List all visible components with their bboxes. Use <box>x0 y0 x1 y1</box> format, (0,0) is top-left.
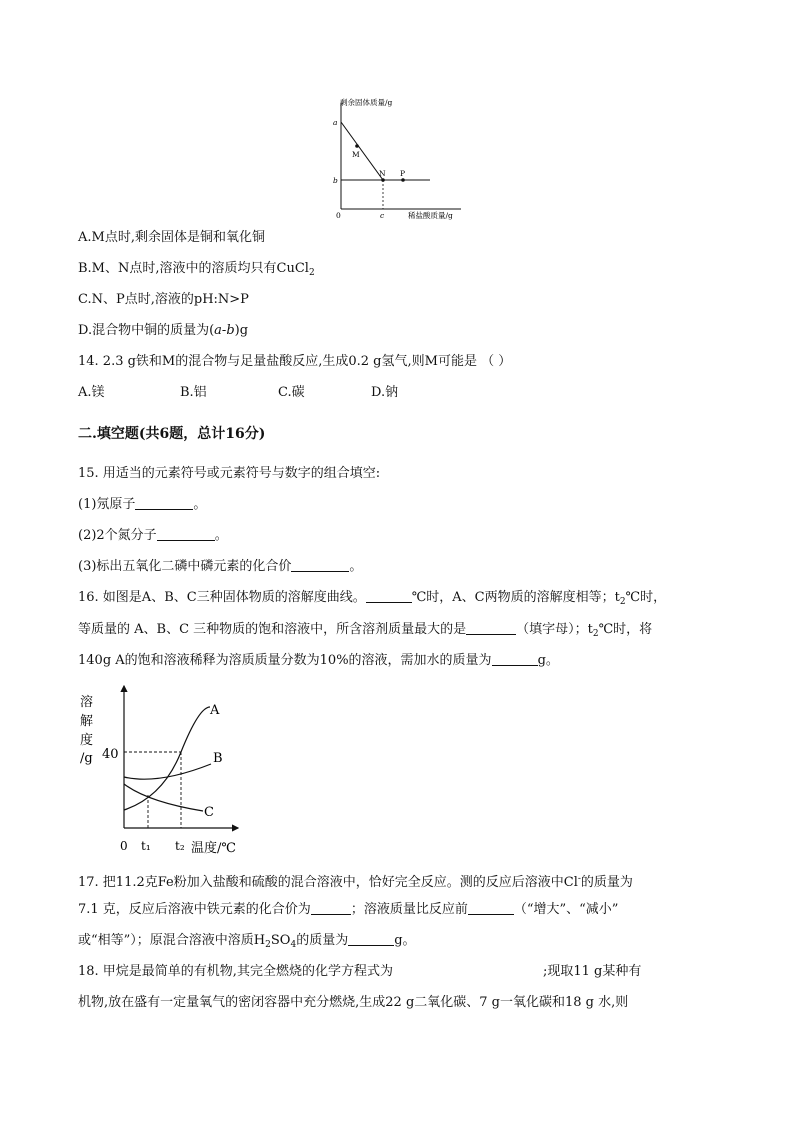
graph1-ylabel: 剩余固体质量/g <box>340 98 393 107</box>
graph2-label-b: B <box>213 751 223 766</box>
q15-part-3: (3)标出五氧化二磷中磷元素的化合价 。 <box>78 559 363 574</box>
q13-option-a: A.M点时,剩余固体是铜和氧化铜 <box>78 230 265 245</box>
graph1-c-label: c <box>380 211 385 220</box>
graph2-tick-t2: t₂ <box>175 839 185 853</box>
graph2-ylabel-3: 度 <box>80 733 94 748</box>
q17-line-2: 7.1 克，反应后溶液中铁元素的化合价为 ；溶液质量比反应前 （“增大”、“减小” <box>78 902 619 917</box>
graph2-tick-t1: t₁ <box>141 839 151 853</box>
q14-option-c: C.碳 <box>278 385 305 400</box>
q16-line-2: 等质量的 A、B、C 三种物质的饱和溶液中，所含溶剂质量最大的是 （填字母）；$t_2℃$时，将 <box>78 622 653 639</box>
graph1-b-label: b <box>333 176 338 185</box>
q18-line-1: 18. 甲烷是最简单的有机物,其完全燃烧的化学方程式为 ;现取11 g某种有 <box>78 964 642 979</box>
graph2-xlabel: 温度/℃ <box>191 841 236 856</box>
q15-part-2: (2)2个氮分子 。 <box>78 528 228 543</box>
q13-option-c: C.N、P点时,溶液的pH:N>P <box>78 292 249 307</box>
q14-option-a: A.镁 <box>78 385 105 400</box>
q14-option-b: B.铝 <box>180 385 207 400</box>
graph1-point-m <box>355 144 359 148</box>
q14-stem: 14. 2.3 g铁和M的混合物与足量盐酸反应,生成0.2 g氢气,则M可能是 （ ） <box>78 354 512 369</box>
graph2-curve-a <box>124 707 210 810</box>
graph1-descending-line <box>341 122 383 180</box>
q16-blank-1[interactable] <box>366 589 412 603</box>
q15-blank-2[interactable] <box>157 527 215 541</box>
q15-blank-1[interactable] <box>135 496 193 510</box>
graph2-label-c: C <box>204 805 214 820</box>
q15-part-1: (1)氖原子 。 <box>78 497 207 512</box>
q14-option-d: D.钠 <box>371 385 399 400</box>
q17-blank-1[interactable] <box>311 901 351 915</box>
graph2-tick-40: 40 <box>102 747 119 762</box>
graph2-curve-b <box>124 764 211 779</box>
graph2-curve-c <box>124 784 203 811</box>
q15-blank-3[interactable] <box>291 558 349 572</box>
q16-line-1: 16. 如图是A、B、C三种固体物质的溶解度曲线。 ℃时，A、C两物质的溶解度相等；$t_2℃$时， <box>78 590 667 607</box>
graph2-origin: 0 <box>120 839 128 853</box>
q16-line-3: 140g A的饱和溶液稀释为溶质质量分数为10%的溶液，需加水的质量为 g。 <box>78 653 559 668</box>
q17-line-1: 17. 把11.2克Fe粉加入盐酸和硫酸的混合溶液中，恰好完全反应。测的反应后溶液中Cl-的质量为 <box>78 874 633 890</box>
q15-stem: 15. 用适当的元素符号或元素符号与数字的组合填空: <box>78 466 381 481</box>
q18-blank-1[interactable] <box>393 963 543 977</box>
graph1-point-p <box>401 178 405 182</box>
graph2-ylabel-2: 解 <box>80 714 94 729</box>
graph1-a-label: a <box>333 118 338 127</box>
q13-option-d: D.混合物中铜的质量为(a-b)g <box>78 323 249 338</box>
solubility-curve-graph <box>78 682 248 860</box>
graph1-point-n <box>381 178 385 182</box>
graph2-ylabel-1: 溶 <box>80 695 94 710</box>
graph1-n-label: N <box>379 169 386 178</box>
graph1-xlabel: 稀盐酸质量/g <box>408 211 453 220</box>
graph1-origin: 0 <box>336 211 341 220</box>
q13-option-b: B.M、N点时,溶液中的溶质均只有CuCl$_2$ <box>78 261 315 278</box>
q17-line-3: 或“相等”）；原混合溶液中溶质$H_2SO_4$的质量为 g。 <box>78 933 416 950</box>
residual-solid-graph <box>326 95 466 220</box>
q17-blank-2[interactable] <box>468 901 514 915</box>
graph1-m-label: M <box>352 150 360 159</box>
section-2-title: 二.填空题(共6题，总计16分) <box>78 426 266 442</box>
q17-blank-3[interactable] <box>348 932 394 946</box>
graph2-label-a: A <box>210 703 220 718</box>
graph2-ylabel-4: /g <box>80 751 93 766</box>
q16-blank-3[interactable] <box>492 652 538 666</box>
q16-blank-2[interactable] <box>466 621 516 635</box>
graph1-p-label: P <box>400 169 406 178</box>
q18-line-2: 机物,放在盛有一定量氧气的密闭容器中充分燃烧,生成22 g二氧化碳、7 g一氧化碳和18 g 水,则 <box>78 995 629 1010</box>
